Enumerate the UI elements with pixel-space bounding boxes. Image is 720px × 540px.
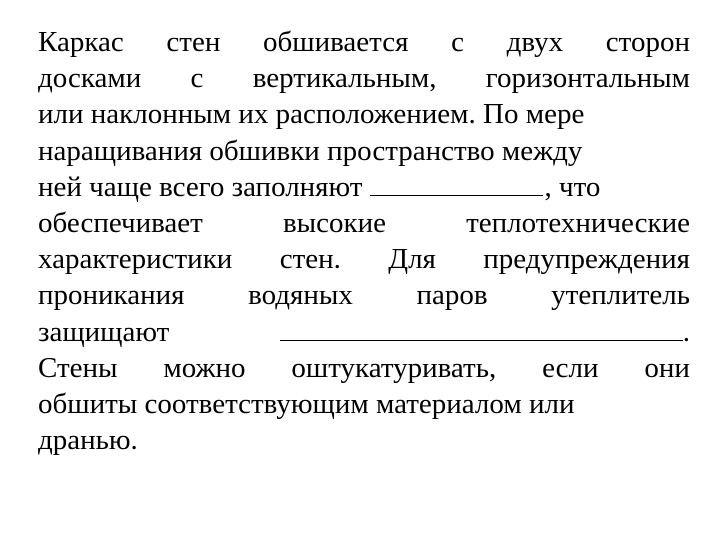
text-line-10 — [38, 350, 690, 386]
text-line-5 — [38, 169, 690, 205]
blank-with-period — [280, 314, 690, 350]
word: если — [542, 351, 599, 384]
word: водяных — [248, 279, 353, 312]
word: паров — [416, 279, 488, 312]
answer-blank-1 — [370, 169, 543, 196]
answer-blank-2 — [280, 314, 683, 341]
text-line-6 — [38, 205, 690, 241]
word: с — [451, 26, 464, 58]
text-line-1 — [38, 24, 690, 60]
text-line-7 — [38, 241, 690, 277]
word: вертикальным, — [252, 62, 437, 95]
text-line-8 — [38, 277, 690, 313]
text-after-blank: , что — [544, 170, 601, 203]
word: Стены — [38, 351, 118, 384]
word: досками — [38, 62, 142, 95]
text-line-3: или наклонным их расположением. По мере — [38, 98, 585, 131]
word: можно — [163, 351, 246, 384]
word: Для — [388, 243, 436, 276]
word: оштукатуривать, — [291, 351, 497, 384]
text-before-blank: ней чаще всего заполняют — [38, 170, 363, 203]
word: сторон — [605, 26, 690, 58]
word: стен. — [279, 243, 341, 276]
word: Каркас — [38, 26, 124, 58]
word: обеспечивает — [38, 206, 203, 239]
word: стен — [166, 26, 221, 58]
text-line-2 — [38, 60, 690, 96]
word: обшивается — [263, 26, 409, 58]
word: теплотехнические — [466, 206, 690, 239]
word: горизонтальным — [485, 62, 690, 95]
text-before-blank: защищают — [38, 315, 170, 348]
fill-in-paragraph — [38, 24, 690, 458]
word: утеплитель — [551, 279, 690, 312]
word: двух — [506, 26, 564, 58]
word: предупреждения — [483, 243, 690, 276]
word: они — [644, 351, 690, 384]
word: высокие — [282, 206, 386, 239]
text-after-blank: . — [682, 315, 690, 348]
text-line-4: наращивания обшивки пространство между — [38, 134, 583, 167]
text-line-12: дранью. — [38, 424, 138, 457]
text-line-11: обшиты соответствующим материалом или — [38, 387, 575, 420]
text-line-9 — [38, 314, 690, 350]
word: проникания — [38, 279, 185, 312]
word: характеристики — [38, 243, 233, 276]
word: с — [190, 62, 204, 95]
